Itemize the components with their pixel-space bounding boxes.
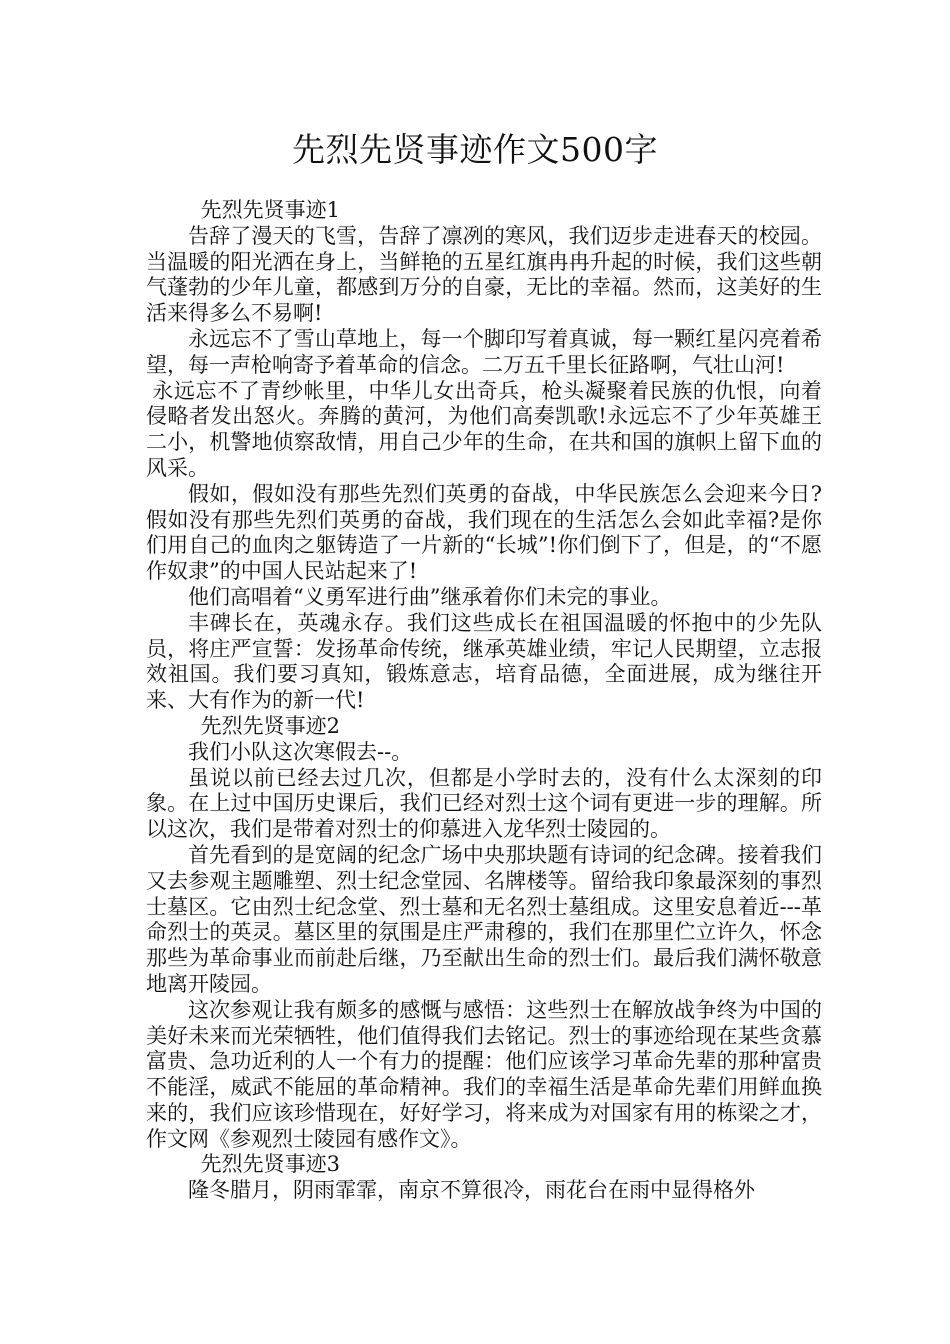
paragraph: 他们高唱着“义勇军进行曲”继承着你们未完的事业。: [188, 584, 672, 609]
paragraph: 首先看到的是宽阔的纪念广场中央那块题有诗词的纪念碑。接着我们又去参观主题雕塑、烈士纪念堂园、名牌楼等。留给我印象最深刻的事烈士墓区。它由烈士纪念堂、烈士墓和无名烈士墓组成。这里安息着近---革命烈士的英灵。墓区里的氛围是庄严肃穆的，我们在那里伫立许久，怀念那些为革命事业而前赴后继，乃至献出生命的烈士们。最后我们满怀敬意地离开陵园。: [146, 842, 822, 996]
section-heading: 先烈先贤事迹1: [200, 198, 340, 222]
paragraph: 我们小队这次寒假去--。: [188, 739, 413, 764]
paragraph: 永远忘不了青纱帐里，中华儿女出奇兵，枪头凝聚着民族的仇恨，向着侵略者发出怒火。奔腾的黄河，为他们高奏凯歌!永远忘不了少年英雄王二小，机警地侦察敌情，用自己少年的生命，在共和国的旗帜上留下血的风采。: [146, 378, 822, 480]
document-body: [146, 198, 822, 1204]
paragraph: 丰碑长在，英魂永存。我们这些成长在祖国温暖的怀抱中的少先队员，将庄严宣誓：发扬革命传统，继承英雄业绩，牢记人民期望，立志报效祖国。我们要习真知，锻炼意志，培育品德，全面进展，成为继往开来、大有作为的新一代!: [146, 610, 822, 713]
paragraph: 这次参观让我有颇多的感慨与感悟：这些烈士在解放战争终为中国的美好未来而光荣牺牲，他们值得我们去铭记。烈士的事迹给现在某些贪慕富贵、急功近利的人一个有力的提醒：他们应该学习革命先辈的那种富贵不能淫，威武不能屈的革命精神。我们的幸福生活是革命先辈们用鲜血换来的，我们应该珍惜现在，好好学习，将来成为对国家有用的栋梁之才，作文网《参观烈士陵园有感作文》。: [146, 997, 822, 1151]
paragraph: 告辞了漫天的飞雪，告辞了凛冽的寒风，我们迈步走进春天的校园。当温暖的阳光洒在身上，当鲜艳的五星红旗冉冉升起的时候，我们这些朝气蓬勃的少年儿童，都感到万分的自豪，无比的幸福。然而，这美好的生活来得多么不易啊!: [146, 223, 822, 326]
paragraph: 隆冬腊月，阴雨霏霏，南京不算很冷，雨花台在雨中显得格外: [188, 1178, 755, 1203]
paragraph: 假如，假如没有那些先烈们英勇的奋战，中华民族怎么会迎来今日?假如没有那些先烈们英勇的奋战，我们现在的生活怎么会如此幸福?是你们用自己的血肉之躯铸造了一片新的“长城”!你们倒下了，但是，的“不愿作奴隶”的中国人民站起来了!: [146, 481, 822, 584]
document-title: 先烈先贤事迹作文500字: [292, 130, 658, 169]
paragraph: 永远忘不了雪山草地上，每一个脚印写着真诚，每一颗红星闪亮着希望，每一声枪响寄予着革命的信念。二万五千里长征路啊，气壮山河!: [146, 326, 822, 377]
section-heading: 先烈先贤事迹2: [200, 713, 340, 738]
section-heading: 先烈先贤事迹3: [200, 1152, 340, 1177]
paragraph: 虽说以前已经去过几次，但都是小学时去的，没有什么太深刻的印象。在上过中国历史课后，我们已经对烈士这个词有更进一步的理解。所以这次，我们是带着对烈士的仰慕进入龙华烈士陵园的。: [146, 765, 822, 842]
